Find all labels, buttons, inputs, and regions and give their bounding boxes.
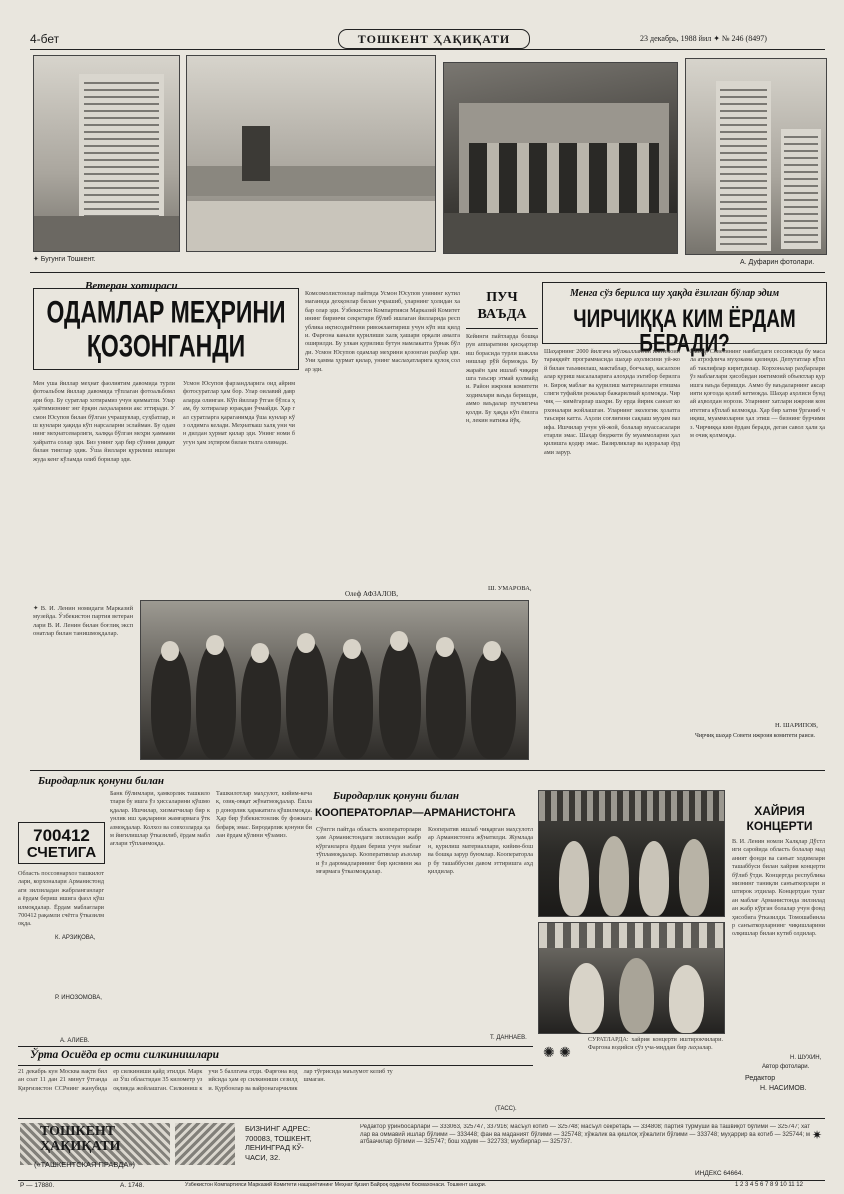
memory-body-col2: Усмон Юсупов фарзандларига оид айрим фотосуратлар ҳам бор. Улар оилавий давраларда олинган. Кўп йиллар ўтган бўлса ҳам, бу хотиралар юракдан ўчмайди. Ҳар гал суратларга қараганимда ўша кунлар кўз олдимга келади. Меҳнаткаш халқ уни чин дилдан ҳурмат қилар эди. Унинг номи бугун ҳам эҳтиром билан тилга олинади. [183, 380, 295, 446]
footer-ornament: ✷ [812, 1128, 823, 1142]
headline-memory-2: ҚОЗОНГАНДИ [86, 328, 246, 364]
charity-photo-caption [588, 1036, 723, 1072]
headline-memory-1: ОДАМЛАР МЕҲРИНИ [46, 294, 286, 330]
footer-logo-pattern-right [175, 1123, 235, 1165]
footer-phones: Редактор ўринбосарлари — 333063, 325747, 337916; масъул котиб — 325748; масъул секретарь — 334808; партия турмуши ва ташвиқот бўлими — 325747; хатлар ва оммавий ишлар бўлими — 333448; фан ва маданият бўлими — 325748; хўжалик ва қишлоқ хўжалиги бўлими — 333748; муҳаррир ва котиб — 325744; матбаачилар бўлими — 325747; бош ходим — 322733; мухбирлар — 325737. [360, 1124, 810, 1145]
memory-signature-name: Олеф АФЗАЛОВ, [345, 590, 398, 598]
coop-body-col1: Сўнгги пайтда область кооператорлари ҳам Арманистондаги зилзиладан жабр кўрганларга ёрдам бериш учун маблағ тўпламоқдалар. Кооперативлар аъзолари ўз даромадларининг бир қисмини жамғармага ўтказмоқдалар. [316, 826, 421, 876]
chirchik-signature-name: Н. ШАРИПОВ, [775, 722, 818, 729]
headline-box-promise [466, 288, 538, 329]
footer-logo-line1: ТОШКЕНТ [40, 1124, 116, 1139]
promise-body: Кейинги пайтларда бошқарув аппаратини қисқартириш борасида турли шаклланишлар рўй бермоқда. Бу жараён ҳам ишлаб чиқаришга таъсир этмай қолмайди. Район ижроия комитети ходимлари ваъда беришди, аммо ваъдалар пучлигича қолди. Бу ҳақда кўп ёзилган, лекин натижа йўқ. [466, 333, 538, 425]
top-photo-credit-left: ✦ Бугунги Тошкент. [33, 256, 96, 263]
headline-box-chirchik [542, 282, 827, 358]
counter-sig-3: А. АЛИЕВ. [60, 1038, 90, 1044]
charity-body: В. И. Ленин номли Халқлар Дўстлиги саройида область болалар маданият фонди ва санъат ходимлари ташаббуси билан хайрия концерти бўлиб ўтди. Концертда республикамизнинг таниқли санъаткорлари иштирок этдилар. Концертдан тушган маблағ Арманистонда зилзиладан жабр кўрган болалар учун фонд ҳисобига ўтказилди. Томошабинлар санъаткорларнинг чиқишларини олқишлар билан кутиб олдилар. [732, 838, 825, 938]
chirchik-body-col1: Шаҳарнинг 2000 йилгача мўлжалланган ижтимоий тараққиёт программасида шаҳар аҳолисини уй-жой билан таъминлаш, мактаблар, боғчалар, касалхоналар қуриш масалаларига алоҳида эътибор берилган. Бироқ маблағ ва қурилиш материаллари етишмаслиги туфайли режалар бажарилмай қолмоқда. Чирчиқ — кимёгарлар шаҳри. Бу ерда йирик саноат корхоналари жойлашган. Уларнинг экологик ҳолатга таъсири катта. Аҳоли соғлиғини сақлаш муҳим вазифа. Ишчилар учун уй-жой, болалар муассасалари етарли эмас. Шаҳар бюджети бу муаммоларни ҳал қилишга қодир эмас. Вазирликлар ва идоралар ёрдами зарур. [544, 348, 680, 456]
counter-headline: СЧЕТИГА [26, 844, 97, 861]
photo-concert-stage [538, 790, 725, 917]
headline-chirchik: ЧИРЧИҚҚА КИМ ЁРДАМ БЕРАДИ? [573, 306, 796, 358]
footer-logo-sub: («ТАШКЕНТСКАЯ ПРАВДА») [34, 1160, 136, 1169]
headline-box-earthquake [18, 1046, 533, 1066]
masthead [338, 29, 530, 49]
address-line-3: ЛЕНИНГРАД КЎ- [245, 1143, 304, 1152]
memory-col3-start: Комсомолистонлар пайтида Усмон Юсупов узининг кутилмаганида дехқонлар билан [305, 290, 460, 306]
memory-photo-caption-text: ✦ В. И. Ленин номидаги Марказий музейда. [33, 605, 133, 621]
footer-logo-line2: ҲАҚИҚАТИ [40, 1139, 121, 1154]
earthquake-source: (ТАСС). [495, 1106, 517, 1112]
editor-name: Н. НАСИМОВ. [760, 1085, 807, 1092]
chirchik-signature-role: Чирчиқ шаҳар Совети ижроия комитети раиси. [695, 733, 816, 739]
headline-earthquake: Ўрта Осиёда ер ости силкинишлари [30, 1049, 219, 1061]
headline-box-memory [33, 288, 299, 370]
issue-date: 23 декабрь, 1988 йил ✦ № 246 (8497) [640, 34, 767, 43]
footer-address [245, 1124, 312, 1162]
promise-signature: Ш. УМАРОВА, [488, 585, 532, 592]
footer-printing-house: Ўзбекистон Компартияси Марказий Комитети нашриётининг Меҳнат Қизил Байроқ орденли босмахонаси. Тошкент шаҳри. [185, 1182, 487, 1188]
rubric-brotherhood-1: Биродарлик қонуни билан [38, 775, 164, 787]
headline-box-counter [18, 822, 105, 864]
page-number: 4-бет [30, 32, 60, 46]
headline-charity-2: КОНЦЕРТИ [746, 819, 813, 833]
headline-promise-2: ВАЪДА [477, 307, 527, 322]
charity-photo-caption-text: СУРАТЛАРДА: хайрия концерти иштирокчилари. Фаргона водийси сўз уча-миддан бир лаҳзалар. [588, 1036, 723, 1052]
earthquake-body: 21 декабрь кун Москва вақти билан соат 11 дан 21 минут ўтганда Қирғизистон ССРнинг жанубида ер силкиниши қайд этилди. Марказ Ўш областидан 35 километр узоқликда жойлашган. Силкиниш кучи 5 баллгача етди. Фарғона водийсида ҳам ер силкиниши сезилди. Қурбонлар ва вайронагарчиликлар тўғрисида маълумот келиб тушмаган. [18, 1068, 393, 1092]
photo-museum-group [140, 600, 529, 760]
coop-body-col2: Кооператив ишлаб чиқарган маҳсулотлар Арманистонга жўнатилди. Жумладан, қурилиш материаллари, кийим-бош ва бошқа зарур буюмлар. Кооператорлар бу ташаббусни давом эттиришга аҳд қилдилар. [428, 826, 533, 876]
headline-promise-1: ПУЧ [486, 290, 518, 305]
rubric-brotherhood-2: Биродарлик қонуни билан [333, 790, 459, 802]
editor-label: Редактор [745, 1075, 776, 1082]
memory-body-start: Мен уша йиллар меҳнат фаолиятим давомида турли фотоальбом [33, 380, 175, 396]
counter-body-col1: Область поссовнархоз ташкилотлари, корхоналари Арманистондаги зилзиладан жабрланганларга ёрдам бериш ишига фаол қўшилмоқдалар. Ёрдам маблағлари 700412 рақамли счётга ўтказилмоқда. [18, 870, 104, 928]
memory-body-col3: Комсомолистонлар пайтида Усмон Юсупов узининг кутилмаганида дехқонлар билан учрашиб, уларнинг ҳолидан хабар олар эди. Ўзбекистон Компартияси Марказий Комитетининг биринчи секретари бўлиб ишлаган йилларида республика иқтисодиётини ривожлантириш учун кўп иш қилди. Фарғона канали қурилиши халқ ҳашари орқали амалга оширилди. Бу улкан қурилиш бутун мамлакатга ўрнак бўлди. Усмон Юсупов одамлар меҳрини қозонган раҳбар эди. Уни ҳамма ҳурмат қилар, унинг маслаҳатларига қулоқ солар эди. [305, 290, 460, 373]
footer-page-digits: 1 2 3 4 5 6 7 8 9 10 11 12 [735, 1182, 803, 1188]
footer-print-code-mid: А. 1748. [120, 1182, 145, 1189]
address-line-1: БИЗНИНГ АДРЕС: [245, 1124, 311, 1133]
photo-highrise-hotel [33, 55, 180, 252]
counter-body-col2: Банк бўлимлари, ҳамкорлик ташкилотлари бу ишга ўз ҳиссаларини қўшмоқдалар. Ишчилар, хизматчилар бир кунлик иш ҳақларини жамғармага ўтказмоқдалар. Колхоз ва совхозларда ҳам йиғилишлар ўтказилиб, ёрдам маблағлари тўпланмоқда. [110, 790, 210, 848]
header-rule [30, 49, 825, 50]
rubric-veteran: Ветеран хотираси [85, 280, 178, 292]
photo-concert-dancers [538, 922, 725, 1034]
chirchik-body-col2: Шаҳар Советининг навбатдаги сессиясида бу масала атрофлича муҳокама қилинди. Депутатлар кўплаб таклифлар киритдилар. Корхоналар раҳбарлари ўз маблағлари ҳисобидан ижтимоий объектлар қуришга ваъда беришди. Аммо бу ваъдаларнинг аксарияти қоғозда қолиб кетмоқда. Шаҳар аҳолиси бундай аҳволдан норози. Уларнинг хатлари ижроия комитетига кўплаб келмоқда. Ҳар бир хатни ўрганиб чиқиш, муаммоларни ҳал этиш — бизнинг бурчимиз. Чирчиққа ким ёрдам беради, деган савол ҳали ҳам очиқ қолмоқда. [690, 348, 825, 440]
footer-bottom-rule [18, 1180, 825, 1181]
section-rule-2 [30, 770, 825, 771]
footer-rule [18, 1118, 825, 1119]
charity-author-name: Н. ШУХИН, [790, 1055, 822, 1061]
photo-square-fountain [186, 55, 436, 252]
memory-body-col1: Мен уша йиллар меҳнат фаолиятим давомида турли фотоальбом йиллар давомида тўплаган фотоальбомлари бор. Бу суратлар хотирамиз учун қимматли. Улар ҳаётимизнинг энг ёрқин лаҳзаларини акс эттиради. Усмон Юсупов билан бўлган учрашувлар, суҳбатлар, иш кунлари ҳақида кўп нарсаларни эслайман. Бу одамнинг меҳнатсеварлиги, халққа бўлган меҳри ҳаммани ҳайратга солар эди. Биз унинг ҳар бир сўзини диққат билан тинглар эдик. Ўша йиллари қурилиш ишлари жуда кенг кўламда олиб борилар эди. [33, 380, 175, 463]
masthead-title: ТОШКЕНТ ҲАҚИҚАТИ [357, 32, 511, 46]
top-photo-credit-right: А. Дуфарин фотолари. [740, 259, 815, 266]
address-line-4: ЧАСИ, 32. [245, 1152, 281, 1162]
counter-body-col3: Ташкилотлар маҳсулот, кийим-кечак, озиқ-овқат жўнатмоқдалар. Ёшлар донорлик ҳаракатига қўшилмоқда. Ҳар бир ўзбекистонлик бу фожиага бефарқ эмас. Биродарлик қонуни билан ёрдам қўлини чўзамиз. [216, 790, 312, 840]
rubric-chirchik: Менга сўз берилса шу ҳақда ёзилган бўлар эдим [570, 288, 780, 299]
footer-print-code-left: P — 17880. [20, 1182, 55, 1189]
footer-logo [40, 1124, 121, 1154]
address-line-2: 700083, ТОШКЕНТ, [245, 1133, 312, 1143]
coop-signature: Т. ДАННАЕВ. [490, 1035, 527, 1041]
section-rule-1 [30, 272, 825, 273]
photo-apartment-blocks [685, 58, 827, 255]
headline-coop: КООПЕРАТОРЛАР—АРМАНИСТОНГА [315, 807, 516, 819]
memory-photo-caption: ✦ В. И. Ленин номидаги Марказий музейда. Ўзбекистон партия ветеранлари В. И. Ленин билан боғлиқ экспонатлар билан танишмоқдалар. [33, 605, 133, 638]
ornament-star: ✺ ✺ [543, 1045, 571, 1061]
counter-sig-2: Р. ИНОЗОМОВА, [55, 995, 102, 1001]
headline-charity-1: ХАЙРИЯ [754, 804, 805, 818]
counter-number: 700412 [33, 826, 90, 845]
footer-index: ИНДЕКС 64664. [695, 1170, 744, 1177]
counter-sig-1: К. АРЗИҚОВА, [55, 935, 96, 941]
photo-theater-building [443, 62, 678, 254]
charity-author-role: Автор фотолари. [762, 1064, 810, 1070]
